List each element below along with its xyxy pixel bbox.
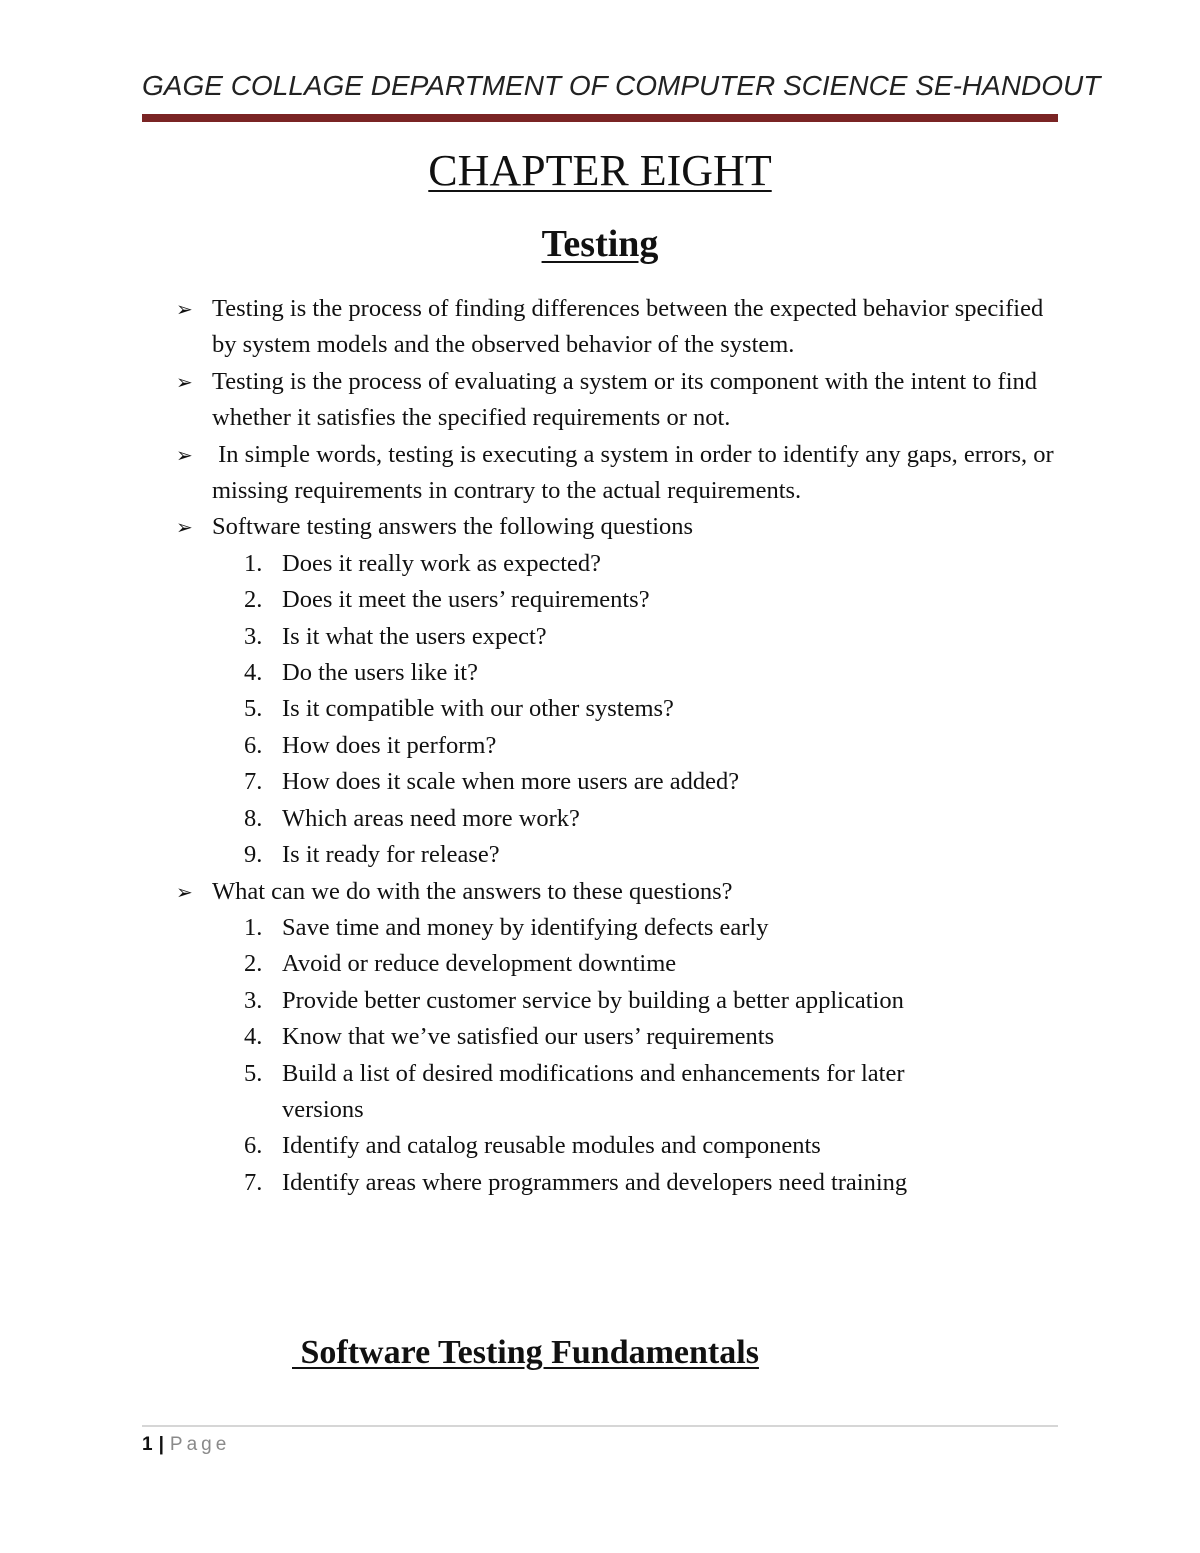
chapter-title: CHAPTER EIGHT (428, 146, 772, 195)
bullet-item (176, 364, 1071, 437)
page-label: Page (169, 1434, 231, 1455)
list-item-text: Is it what the users expect? (282, 622, 547, 650)
list-item-text: How does it perform? (282, 731, 497, 759)
footer-separator: | (158, 1434, 164, 1455)
bullet-item (176, 509, 1071, 545)
arrowhead-bullet-icon: ➢ (176, 515, 193, 540)
page-number: 1 (142, 1434, 153, 1455)
arrowhead-bullet-icon: ➢ (176, 369, 193, 394)
bullet-text: Software testing answers the following questions (212, 513, 694, 541)
list-item: 5. Is it compatible with our other systems? (244, 695, 674, 723)
list-item-text: How does it scale when more users are added? (282, 768, 740, 796)
list-item-text: Does it meet the users’ requirements? (282, 586, 650, 614)
arrowhead-bullet-icon: ➢ (176, 297, 193, 321)
questions-list (176, 546, 1071, 874)
section-title: Testing (541, 223, 659, 265)
list-item: 2. Does it meet the users’ requirements? (244, 586, 650, 614)
list-item: 3. Is it what the users expect? (244, 622, 547, 650)
bullet-item (176, 437, 1071, 510)
list-item: 1. Does it really work as expected? (244, 549, 602, 577)
list-item: 8. Which areas need more work? (244, 804, 580, 832)
bullet-text: Testing is the process of evaluating a system or its component with the intent to find whether it satisfies the specified requirements or not. (212, 367, 1038, 432)
list-item: 4. Know that we’ve satisfied our users’ requirements (244, 1023, 775, 1051)
list-item: 2. Avoid or reduce development downtime (244, 950, 677, 978)
list-item-text: Save time and money by identifying defects early (282, 913, 769, 941)
bullet-item (176, 874, 1071, 910)
list-item-text: Identify areas where programmers and developers need training (282, 1168, 908, 1196)
list-item-text: Is it ready for release? (282, 841, 500, 869)
list-item: 6. Identify and catalog reusable modules and components (244, 1132, 821, 1160)
list-item-text: Which areas need more work? (282, 804, 580, 832)
list-item-text: Provide better customer service by building a better application (282, 986, 904, 1014)
list-item: 7. How does it scale when more users are added? (244, 768, 740, 796)
list-item: 5. Build a list of desired modifications and enhancements for later versions (244, 1059, 905, 1123)
list-item-text: Know that we’ve satisfied our users’ requirements (282, 1023, 775, 1051)
page-footer (142, 1434, 230, 1456)
content-body (176, 291, 1071, 1201)
footer-rule (142, 1425, 1058, 1427)
list-item-text: Build a list of desired modifications and enhancements for later versions (282, 1059, 905, 1123)
header-rule (142, 114, 1058, 122)
list-item: 3. Provide better customer service by building a better application (244, 986, 904, 1014)
answers-list (176, 910, 1071, 1201)
list-item: 4. Do the users like it? (244, 659, 478, 687)
list-item-text: Avoid or reduce development downtime (282, 950, 677, 978)
list-item-text: Identify and catalog reusable modules and components (282, 1132, 821, 1160)
page-header: GAGE COLLAGE DEPARTMENT OF COMPUTER SCIENCE SE-HANDOUT (142, 70, 1101, 101)
list-item: 9. Is it ready for release? (244, 841, 500, 869)
bullet-text: What can we do with the answers to these questions? (212, 877, 733, 905)
list-item: 6. How does it perform? (244, 731, 497, 759)
arrowhead-bullet-icon: ➢ (176, 442, 193, 467)
bullet-text: In simple words, testing is executing a system in order to identify any gaps, errors, or missing requirements in contrary to the actual requirements. (212, 440, 1060, 505)
subsection-title: Software Testing Fundamentals (292, 1334, 759, 1371)
bullet-text: Testing is the process of finding differences between the expected behavior specified by system models and the observed behavior of the system. (212, 295, 1044, 359)
list-item: 7. Identify areas where programmers and developers need training (244, 1168, 908, 1196)
list-item: 1. Save time and money by identifying defects early (244, 913, 769, 941)
list-item-text: Does it really work as expected? (282, 549, 602, 577)
arrowhead-bullet-icon: ➢ (176, 879, 193, 904)
list-item-text: Do the users like it? (282, 659, 478, 687)
bullet-item (176, 291, 1071, 364)
list-item-text: Is it compatible with our other systems? (282, 695, 674, 723)
